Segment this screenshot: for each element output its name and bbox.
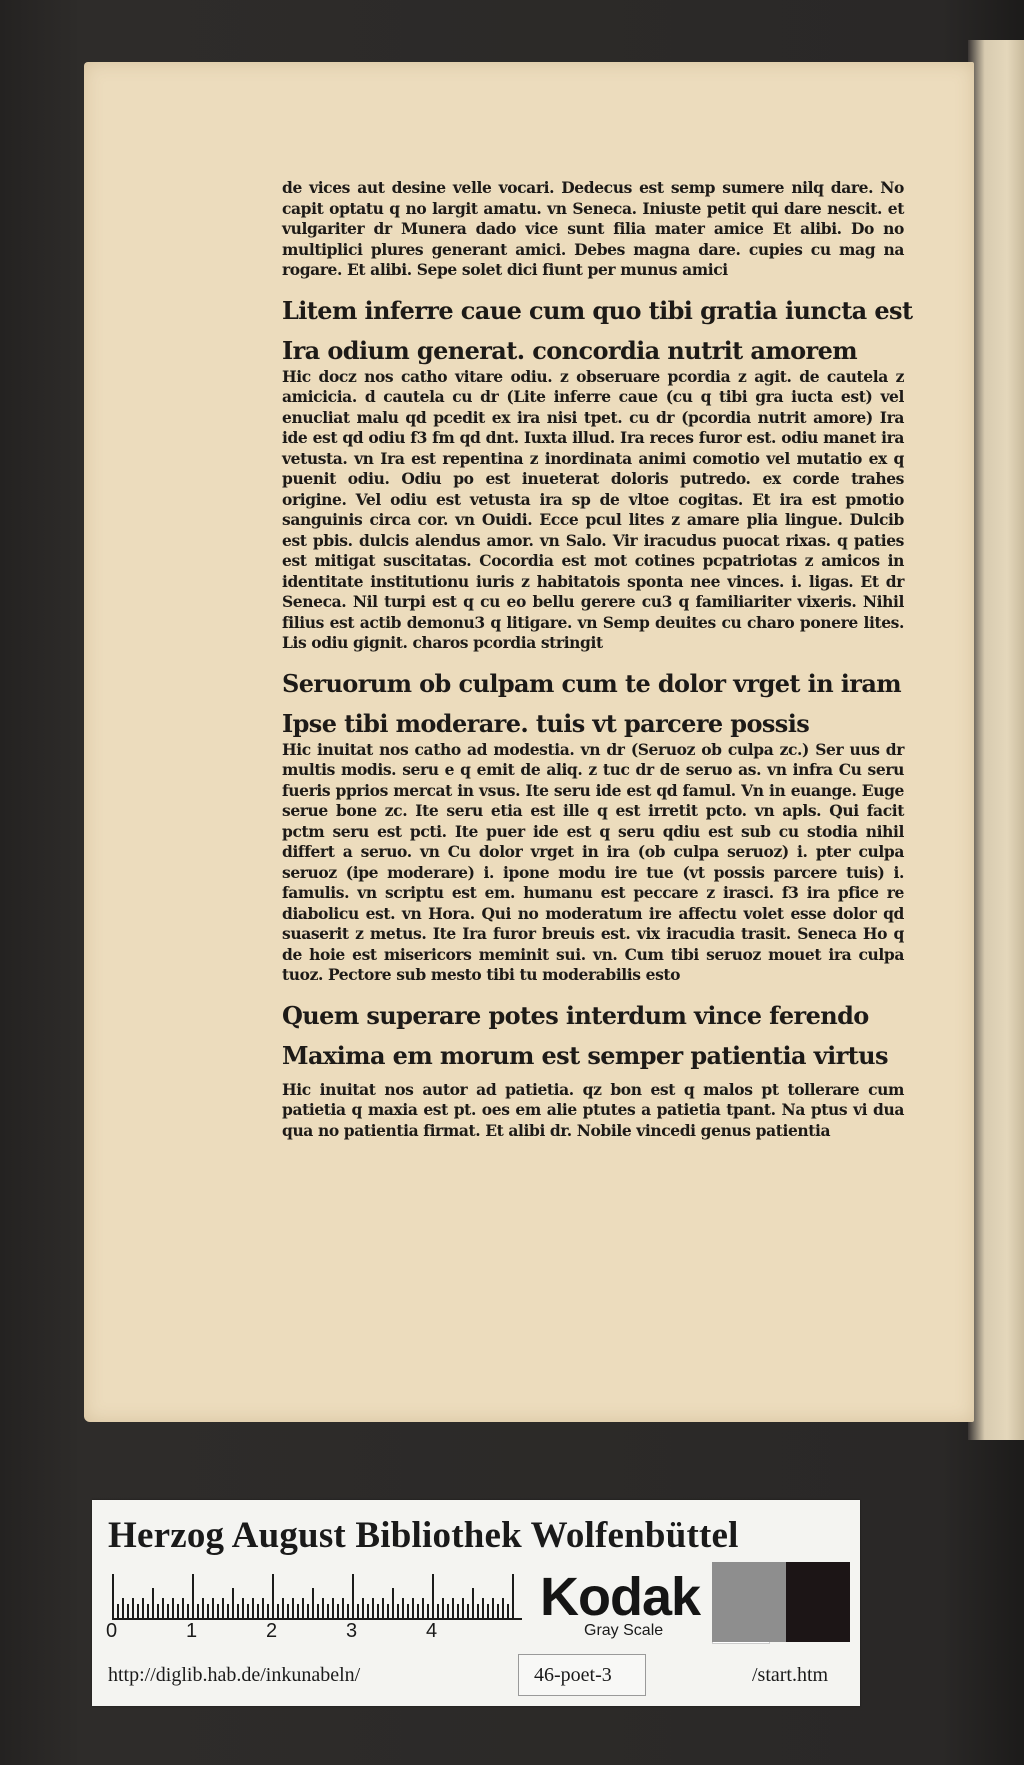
- verse-line: Maxima em morum est semper patientia virtus: [282, 1040, 888, 1070]
- ruler-tick: [212, 1598, 214, 1618]
- page-text: [282, 178, 913, 1141]
- gloss-paragraph: Hic docz nos catho vitare odiu. z obseruare pcordia z agit. de cautela z amicicia. d cautela cu dr (Lite inferre caue (cu q tibi gra iucta est) vel enucliat malu qd pcedit ex ira nisi tpet. cu dr (pcordia nutrit amore) Ira ide est qd odiu f3 fm qd dnt. Iuxta illud. Ira reces furor est. odiu manet ira vetusta. vn Ira est repentina z inordinata animi comotio vel mutatio ex q puenit odiu. Odiu po est inueterat doloris putredo. ex corde trahes origine. Vel odiu est vetusta ira sp de vltoe cogitas. Et ira est pmotio sanguinis circa cor. vn Ouidi. Ecce pcul lites z amare plia lingue. Dulcib est pbis. dulcis alendus amor. vn Salo. Vir iracudus puocat rixas. q paties est mitigat suscitatas. Cocordia est mot cotines pcpatriotas z amicos in identitate institutionu iuris z habitatois sponta nee vinces. i. ligas. Et dr Seneca. Nil turpi est q cu eo bellu gerere cu3 q familiariter vixeris. Nihil filius est actib demonu3 q litigare. vn Semp deuites cu charo ponere lites. Lis odiu gignit. charos pcordia stringit: [282, 366, 904, 652]
- verse-line: Seruorum ob culpam cum te dolor vrget in iram: [282, 668, 902, 698]
- ruler-tick: [492, 1598, 494, 1618]
- ruler-tick: [367, 1604, 369, 1618]
- ruler-tick: [247, 1604, 249, 1618]
- ruler-tick: [337, 1604, 339, 1618]
- ruler-tick: [262, 1598, 264, 1618]
- ruler-tick: [227, 1604, 229, 1618]
- ruler-tick: [297, 1604, 299, 1618]
- gray-swatch-mid: [712, 1562, 786, 1642]
- ruler-tick: [512, 1574, 514, 1618]
- verse-line: Ipse tibi moderare. tuis vt parcere possis: [282, 708, 810, 738]
- ruler-tick: [197, 1604, 199, 1618]
- ruler-tick: [457, 1604, 459, 1618]
- ruler-tick: [377, 1604, 379, 1618]
- ruler-tick: [422, 1598, 424, 1618]
- ruler-number: 1: [186, 1620, 198, 1642]
- gloss-paragraph: Hic inuitat nos autor ad patietia. qz bon est q malos pt tollerare cum patietia q maxia est pt. oes em alie ptutes a patietia tpant. Na ptus vi dua qua no patientia firmat. Et alibi dr. Nobile vincedi genus patientia: [282, 1079, 904, 1140]
- ruler-tick: [332, 1598, 334, 1618]
- ruler-tick: [412, 1598, 414, 1618]
- gloss-paragraph: de vices aut desine velle vocari. Dedecus est semp sumere nilq dare. No capit optatu q no largit amatu. vn Seneca. Iniuste petit qui dare nescit. et vulgariter dr Munera dado vice sunt filia mater amice Et alibi. Do no multiplici plures generant amici. Debes magna dare. cupies cu mag na rogare. Et alibi. Sepe solet dici fiunt per munus amici: [282, 178, 904, 279]
- ruler-tick: [267, 1604, 269, 1618]
- ruler-tick: [277, 1604, 279, 1618]
- ruler-tick: [187, 1604, 189, 1618]
- ruler-tick: [162, 1598, 164, 1618]
- ruler-tick: [452, 1598, 454, 1618]
- ruler-tick: [117, 1604, 119, 1618]
- ruler-number: 0: [106, 1620, 118, 1642]
- ruler-tick: [387, 1604, 389, 1618]
- ruler-tick: [467, 1604, 469, 1618]
- ruler-tick: [482, 1598, 484, 1618]
- ruler-tick: [252, 1598, 254, 1618]
- ruler-tick: [472, 1588, 474, 1618]
- ruler-tick: [237, 1604, 239, 1618]
- ruler-tick: [302, 1598, 304, 1618]
- ruler-number: 4: [426, 1620, 438, 1642]
- ruler-tick: [447, 1604, 449, 1618]
- ruler-tick: [222, 1598, 224, 1618]
- ruler-tick: [462, 1598, 464, 1618]
- ruler-tick: [432, 1574, 434, 1618]
- ruler-number: 2: [266, 1620, 278, 1642]
- ruler-tick: [272, 1574, 274, 1618]
- verse-line: Litem inferre caue cum quo tibi gratia iuncta est: [282, 295, 913, 325]
- ruler-tick: [147, 1604, 149, 1618]
- ruler-tick: [167, 1604, 169, 1618]
- ruler-tick: [152, 1588, 154, 1618]
- ruler-tick: [202, 1598, 204, 1618]
- ruler-tick: [342, 1598, 344, 1618]
- ruler-tick: [427, 1604, 429, 1618]
- ruler-tick: [177, 1604, 179, 1618]
- ruler-tick: [242, 1598, 244, 1618]
- ruler-tick: [357, 1604, 359, 1618]
- color-target-card: [92, 1500, 860, 1706]
- measurement-ruler: [112, 1572, 522, 1620]
- ruler-tick: [487, 1604, 489, 1618]
- ruler-tick: [347, 1604, 349, 1618]
- ruler-tick: [292, 1598, 294, 1618]
- ruler-tick: [137, 1604, 139, 1618]
- url-prefix: http://diglib.hab.de/inkunabeln/: [108, 1664, 361, 1686]
- ruler-tick: [312, 1588, 314, 1618]
- ruler-tick: [287, 1604, 289, 1618]
- ruler-tick: [442, 1598, 444, 1618]
- ruler-tick: [132, 1598, 134, 1618]
- ruler-tick: [382, 1598, 384, 1618]
- gray-scale-label: Gray Scale: [584, 1622, 664, 1639]
- ruler-tick: [127, 1604, 129, 1618]
- ruler-tick: [232, 1588, 234, 1618]
- gray-swatch-black: [786, 1562, 850, 1642]
- ruler-tick: [322, 1598, 324, 1618]
- kodak-logo: Kodak: [540, 1567, 701, 1627]
- ruler-tick: [172, 1598, 174, 1618]
- ruler-tick: [502, 1598, 504, 1618]
- ruler-tick: [372, 1598, 374, 1618]
- ruler-tick: [437, 1604, 439, 1618]
- gloss-paragraph: Hic inuitat nos catho ad modestia. vn dr (Seruoz ob culpa zc.) Ser uus dr multis modis. seru e q emit de aliq. z tuc dr de seruo as. vn infra Cu seru fueris pprios mercat in vsus. Ite seru ide est qd famul. Vn in euange. Euge serue bone zc. Ite seru etia est ille q est irretit pcto. vn apls. Qui facit pctm seru est pcti. Ite puer ide est q seru qdiu est sub cu stodia nihil differt a seruo. vn Cu dolor vrget in ira (ob culpa seruoz) i. pter culpa seruoz (ipe moderare) i. ipone modu ire tue (vt possis parcere tuis) i. famulis. vn scriptu est em. humanu est peccare z irasci. f3 ira pfice re diabolicu est. vn Hora. Qui no moderatum ire affectu volet esse dolor qd suaserit z metus. Ite Ira furor breuis est. vix iracudia trasit. Seneca Ho q de hoie est misericors meminit sui. vn. Cum tibi seruoz mouet ira culpa tuoz. Pectore sub mesto tibi tu moderabilis esto: [282, 739, 904, 984]
- ruler-tick: [282, 1598, 284, 1618]
- facing-page-edge: [968, 40, 1024, 1440]
- library-title: Herzog August Bibliothek Wolfenbüttel: [108, 1515, 739, 1556]
- ruler-tick: [477, 1604, 479, 1618]
- ruler-tick: [207, 1604, 209, 1618]
- ruler-tick: [392, 1588, 394, 1618]
- ruler-tick: [407, 1604, 409, 1618]
- ruler-tick: [307, 1604, 309, 1618]
- ruler-tick: [182, 1598, 184, 1618]
- verse-line: Quem superare potes interdum vince ferendo: [282, 1000, 869, 1030]
- ruler-number: 3: [346, 1620, 358, 1642]
- ruler-tick: [402, 1598, 404, 1618]
- ruler-tick: [352, 1574, 354, 1618]
- ruler-tick: [142, 1598, 144, 1618]
- ruler-tick: [317, 1604, 319, 1618]
- ruler-tick: [112, 1574, 114, 1618]
- ruler-tick: [217, 1604, 219, 1618]
- ruler-tick: [417, 1604, 419, 1618]
- url-id: 46-poet-3: [534, 1664, 612, 1686]
- ruler-tick: [257, 1604, 259, 1618]
- ruler-tick: [507, 1604, 509, 1618]
- ruler-tick: [157, 1604, 159, 1618]
- ruler-tick: [122, 1598, 124, 1618]
- ruler-tick: [192, 1574, 194, 1618]
- verse-line: Ira odium generat. concordia nutrit amorem: [282, 335, 858, 365]
- ruler-tick: [397, 1604, 399, 1618]
- ruler-tick: [362, 1598, 364, 1618]
- ruler-tick: [497, 1604, 499, 1618]
- url-suffix: /start.htm: [752, 1664, 829, 1686]
- ruler-tick: [327, 1604, 329, 1618]
